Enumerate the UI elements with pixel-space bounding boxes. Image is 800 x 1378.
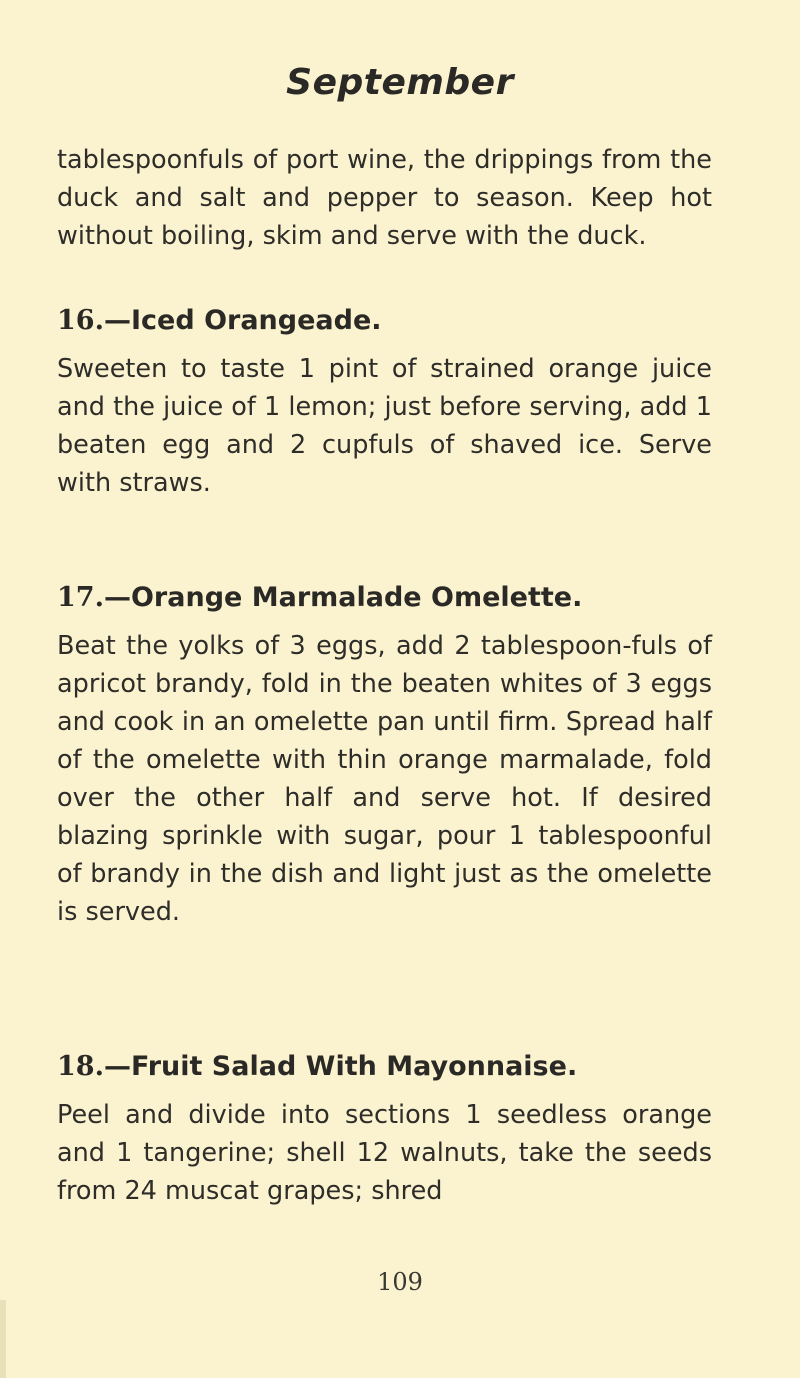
recipe-heading-18	[57, 1048, 737, 1086]
recipe-body-17: Beat the yolks of 3 eggs, add 2 tablespoon-fuls of apricot brandy, fold in the beaten whites of 3 eggs and cook in an omelette pan until firm. Spread half of the omelette with thin orange marmalade, fold over the other half and serve hot. If desired blazing sprinkle with sugar, pour 1 tablespoonful of brandy in the dish and light just as the omelette is served.	[57, 631, 712, 927]
recipe-number: 18.	[57, 1051, 104, 1082]
recipe-body-18: Peel and divide into sections 1 seedless orange and 1 tangerine; shell 12 walnuts, take the seeds from 24 muscat grapes; shred	[57, 1100, 712, 1206]
recipe-body-16: Sweeten to taste 1 pint of strained orange juice and the juice of 1 lemon; just before serving, add 1 beaten egg and 2 cupfuls of shaved ice. Serve with straws.	[57, 354, 712, 498]
recipe-number: 16.	[57, 305, 104, 336]
recipe-heading-16	[57, 302, 737, 340]
running-head: September	[286, 62, 514, 103]
recipe-title: —Orange Marmalade Omelette.	[103, 582, 583, 613]
recipe-number: 17.	[57, 582, 104, 613]
page-edge-shadow	[0, 1300, 6, 1378]
page-number: 109	[377, 1268, 423, 1296]
recipe-heading-17	[57, 579, 737, 617]
recipe-title: —Fruit Salad With Mayonnaise.	[103, 1051, 578, 1082]
recipe-title: —Iced Orangeade.	[103, 305, 382, 336]
intro-paragraph: tablespoonfuls of port wine, the drippings from the duck and salt and pepper to season. Keep hot without boiling, skim and serve with the duck.	[57, 145, 712, 251]
